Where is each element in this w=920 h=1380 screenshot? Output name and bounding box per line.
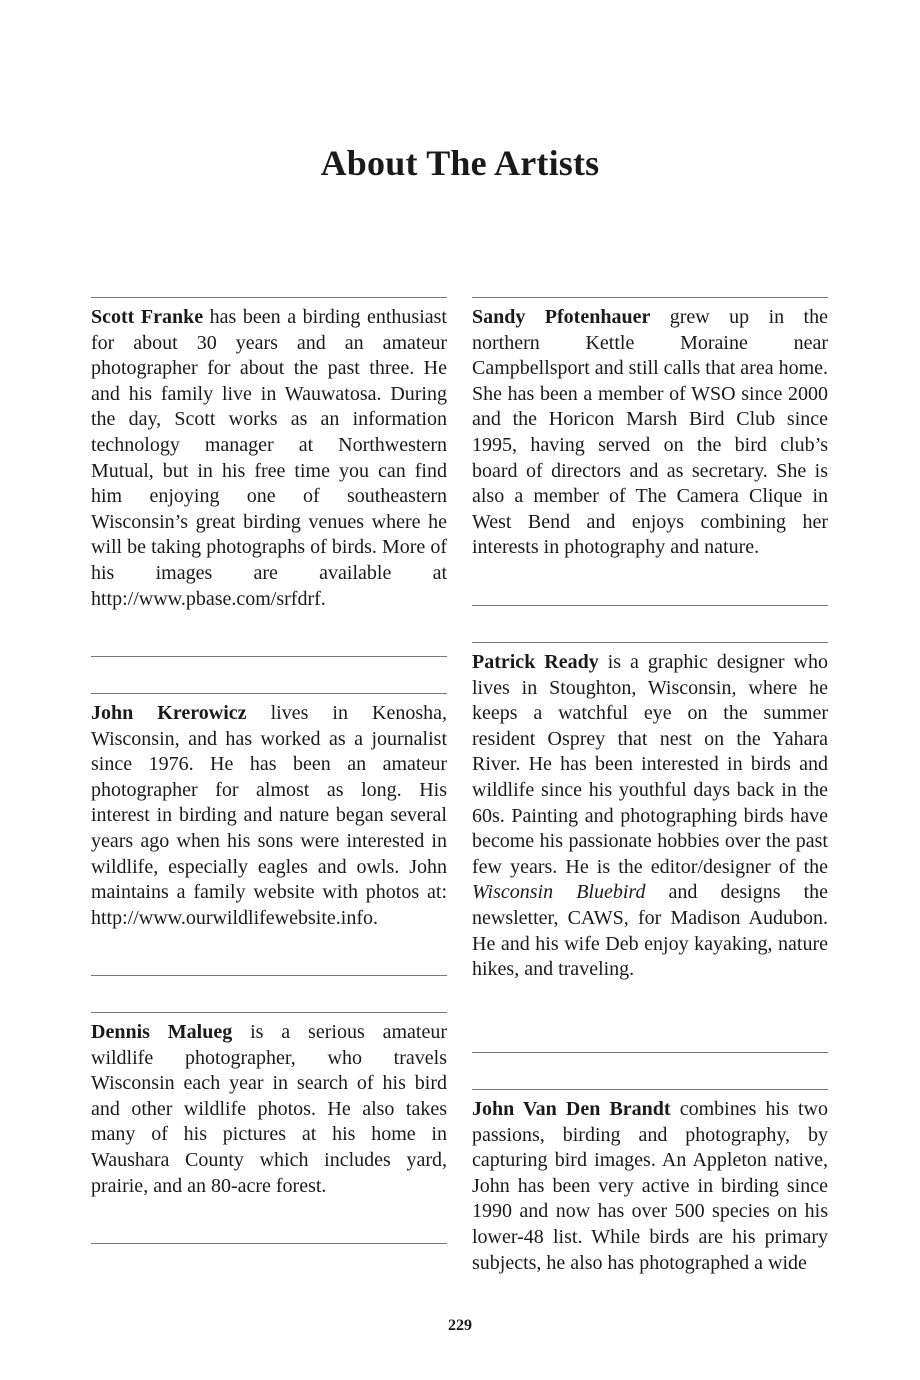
bio-paragraph [91,694,447,931]
bio-name: Patrick Ready [472,651,599,673]
bio-paragraph [472,643,828,983]
bio-scott-franke [91,297,447,612]
bio-end-rule [472,605,828,606]
bio-text: is a graphic designer who lives in Stoughton, Wisconsin, where he keeps a watchful eye on the summer resident Osprey that nest on the Yahara River. He has been interested in birds and wildlife since his youthful days back in the 60s. Painting and photographing birds have become his passionate hobbies over the past few years. He is the editor/designer of the [472,651,828,878]
bio-text: is a serious amateur wildlife photographer, who travels Wisconsin each year in search of his bird and other wildlife photos. He also takes many of his pictures at his home in Waushara County which includes yard, prairie, and an 80-acre forest. [91,1021,447,1197]
bio-text: lives in Kenosha, Wisconsin, and has worked as a journalist since 1976. He has been an amateur photographer for almost as long. His interest in birding and nature began several years ago when his sons were interested in wildlife, especially eagles and owls. John maintains a family website with photos at: http://www.ourwildlifewebsite.info. [91,702,448,929]
bio-end-rule [91,1243,447,1244]
bio-name: John Krerowicz [91,702,247,724]
bio-end-rule [91,656,447,657]
bio-name: Dennis Malueg [91,1021,233,1043]
page-title: About The Artists [320,143,600,183]
bio-dennis-malueg [91,1012,447,1199]
bio-john-van-den-brandt [472,1089,828,1276]
bio-text: combines his two passions, birding and photography, by capturing bird images. An Appleton native, John has been very active in birding since 1990 and now has over 500 species on his lower-48 list. While birds are his primary subjects, he also has photographed a wide [472,1098,828,1274]
bio-sandy-pfotenhauer [472,297,828,561]
bio-text-continued: and designs the newsletter, CAWS, for Madison Audubon. He and his wife Deb enjoy kayaking, nature hikes, and traveling. [472,881,828,981]
bio-text: grew up in the northern Kettle Moraine near Campbellsport and still calls that area home. She has been a member of WSO since 2000 and the Horicon Marsh Bird Club since 1995, having served on the bird club’s board of directors and as secretary. She is also a member of The Camera Clique in West Bend and enjoys combining her interests in photography and nature. [472,306,829,559]
bio-text: has been a birding enthusiast for about 30 years and an amateur photographer for about the past three. He and his family live in Wauwatosa. During the day, Scott works as an information technology manager at Northwestern Mutual, but in his free time you can find him enjoying one of southeastern Wisconsin’s great birding venues where he will be taking photographs of birds. More of his images are available at http://www.pbase.com/srfdrf. [91,306,447,610]
page-number: 229 [448,1317,472,1334]
publication-title: Wisconsin Bluebird [472,881,646,904]
bio-paragraph [91,1013,447,1199]
bio-name: Sandy Pfotenhauer [472,306,651,328]
bio-patrick-ready [472,642,828,983]
bio-john-krerowicz [91,693,447,931]
bio-paragraph [91,298,447,612]
bio-name: John Van Den Brandt [472,1098,671,1120]
bio-paragraph [472,1090,828,1276]
bio-end-rule [472,1052,828,1053]
bio-paragraph [472,298,828,561]
bio-end-rule [91,975,447,976]
bio-name: Scott Franke [91,306,204,328]
